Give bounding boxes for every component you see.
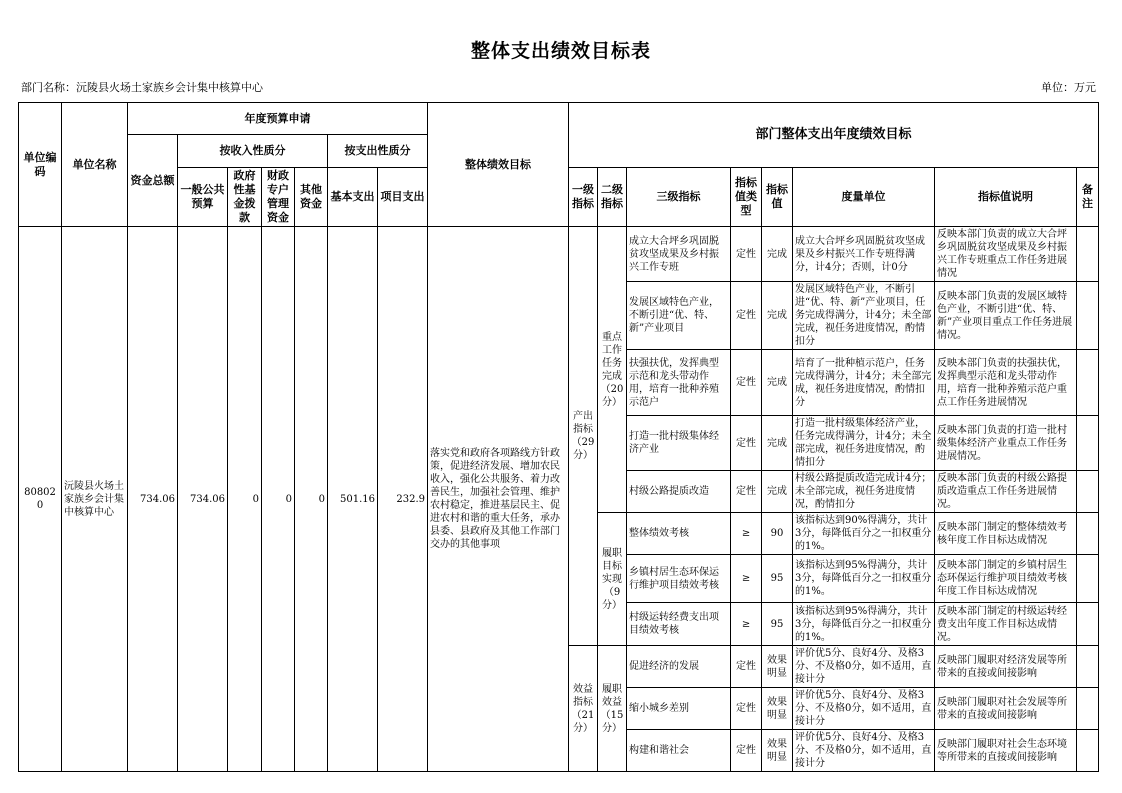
indicator-desc-cell: 反映本部门负责的扶强扶优，发挥典型示范和龙头带动作用，培育一批种养殖示范户重点工作任务进展情况 [935, 350, 1077, 416]
indicator-type-cell: 定性 [731, 471, 762, 513]
indicator-type-cell: 定性 [731, 730, 762, 772]
indicator-type-cell: 定性 [731, 227, 762, 282]
indicator-value-cell: 完成 [762, 350, 793, 416]
header-unit-code: 单位编码 [19, 103, 62, 227]
remark-cell [1077, 513, 1099, 555]
indicator-desc-cell: 反映本部门负责的成立大合坪乡巩固脱贫攻坚成果及乡村振兴工作专班重点工作任务进展情况 [935, 227, 1077, 282]
indicator-value-cell: 完成 [762, 282, 793, 350]
indicator-value-cell: 95 [762, 555, 793, 603]
indicator-desc-cell: 反映部门履职对社会生态环境等所带来的直接或间接影响 [935, 730, 1077, 772]
page-title: 整体支出绩效目标表 [470, 40, 651, 62]
measure-unit-cell: 评价优5分、良好4分、及格3分、不及格0分，如不适用，直接计分 [793, 646, 935, 688]
other-fund-cell: 0 [295, 227, 328, 772]
level3-cell: 打造一批村级集体经济产业 [627, 416, 731, 471]
measure-unit-cell: 打造一批村级集体经济产业，任务完成得满分，计4分；未全部完成，视任务进度情况，酌情扣分 [793, 416, 935, 471]
remark-cell [1077, 730, 1099, 772]
level2-key-tasks-cell: 重点工作任务完成（20分） [598, 227, 627, 513]
project-expense-cell: 232.9 [378, 227, 428, 772]
indicator-value-cell: 完成 [762, 227, 793, 282]
header-by-income: 按收入性质分 [178, 135, 328, 168]
gov-fund-cell: 0 [228, 227, 262, 772]
header-project-expense: 项目支出 [378, 168, 428, 227]
measure-unit-cell: 发展区域特色产业，不断引进“优、特、新”产业项目，任务完成得满分，计4分；未全部完成，视任务进度情况，酌情扣分 [793, 282, 935, 350]
header-by-expense: 按支出性质分 [328, 135, 428, 168]
indicator-value-cell: 完成 [762, 471, 793, 513]
indicator-type-cell: 定性 [731, 416, 762, 471]
measure-unit-cell: 评价优5分、良好4分、及格3分、不及格0分，如不适用，直接计分 [793, 688, 935, 730]
level2-duty-goals-cell: 履职目标实现（9分） [598, 513, 627, 646]
indicator-desc-cell: 反映本部门负责的村级公路提质改造重点工作任务进展情况。 [935, 471, 1077, 513]
indicator-value-cell: 效果明显 [762, 646, 793, 688]
level1-benefit-cell: 效益指标（21分） [569, 646, 598, 772]
unit-code-cell: 808020 [19, 227, 62, 772]
department-name: 部门名称：沅陵县火场土家族乡会计集中核算中心 [21, 81, 263, 94]
header-annual-budget: 年度预算申请 [128, 103, 428, 135]
level3-cell: 整体绩效考核 [627, 513, 731, 555]
remark-cell [1077, 350, 1099, 416]
measure-unit-cell: 村级公路提质改造完成计4分；未全部完成，视任务进度情况，酌情扣分 [793, 471, 935, 513]
header-level1: 一级指标 [569, 168, 598, 227]
total-funds-cell: 734.06 [128, 227, 178, 772]
table-row [19, 227, 1099, 282]
special-fund-cell: 0 [262, 227, 295, 772]
header-unit-name: 单位名称 [62, 103, 128, 227]
basic-expense-cell: 501.16 [328, 227, 378, 772]
level3-cell: 促进经济的发展 [627, 646, 731, 688]
indicator-value-cell: 效果明显 [762, 688, 793, 730]
indicator-desc-cell: 反映本部门制定的村级运转经费支出年度工作目标达成情况。 [935, 603, 1077, 646]
indicator-value-cell: 90 [762, 513, 793, 555]
indicator-type-cell: 定性 [731, 688, 762, 730]
level3-cell: 乡镇村居生态环保运行维护项目绩效考核 [627, 555, 731, 603]
level3-cell: 成立大合坪乡巩固脱贫攻坚成果及乡村振兴工作专班 [627, 227, 731, 282]
measure-unit-cell: 成立大合坪乡巩固脱贫攻坚成果及乡村振兴工作专班得满分，计4分；否则，计0分 [793, 227, 935, 282]
remark-cell [1077, 603, 1099, 646]
indicator-type-cell: 定性 [731, 646, 762, 688]
remark-cell [1077, 688, 1099, 730]
indicator-desc-cell: 反映本部门负责的打造一批村级集体经济产业重点工作任务进展情况。 [935, 416, 1077, 471]
indicator-value-cell: 95 [762, 603, 793, 646]
indicator-desc-cell: 反映部门履职对社会发展等所带来的直接或间接影响 [935, 688, 1077, 730]
header-total-funds: 资金总额 [128, 135, 178, 227]
indicator-type-cell: ≥ [731, 513, 762, 555]
level3-cell: 村级公路提质改造 [627, 471, 731, 513]
performance-table [18, 102, 1099, 772]
header-indicator-desc: 指标值说明 [935, 168, 1077, 227]
remark-cell [1077, 555, 1099, 603]
indicator-type-cell: ≥ [731, 555, 762, 603]
indicator-value-cell: 完成 [762, 416, 793, 471]
measure-unit-cell: 评价优5分、良好4分、及格3分、不及格0分，如不适用，直接计分 [793, 730, 935, 772]
level1-output-cell: 产出指标（29分） [569, 227, 598, 646]
header-measure-unit: 度量单位 [793, 168, 935, 227]
level3-cell: 缩小城乡差别 [627, 688, 731, 730]
level3-cell: 构建和谐社会 [627, 730, 731, 772]
unit-name-cell: 沅陵县火场土家族乡会计集中核算中心 [62, 227, 128, 772]
level3-cell: 村级运转经费支出项目绩效考核 [627, 603, 731, 646]
measure-unit-cell: 该指标达到95%得满分，共计3分，每降低百分之一扣权重分的1%。 [793, 603, 935, 646]
header-level3: 三级指标 [627, 168, 731, 227]
measure-unit-cell: 培育了一批种植示范户，任务完成得满分，计4分；未全部完成，视任务进度情况，酌情扣分 [793, 350, 935, 416]
indicator-value-cell: 效果明显 [762, 730, 793, 772]
overall-goal-cell: 落实党和政府各项路线方针政策，促进经济发展、增加农民收入，强化公共服务、着力改善民生，加强社会管理、维护农村稳定，推进基层民主、促进农村和谐的重大任务，承办县委、县政府及其他工作部门交办的其他事项 [428, 227, 569, 772]
level3-cell: 扶强扶优，发挥典型示范和龙头带动作用，培育一批种养殖示范户 [627, 350, 731, 416]
remark-cell [1077, 227, 1099, 282]
header-level2: 二级指标 [598, 168, 627, 227]
level3-cell: 发展区域特色产业，不断引进“优、特、新”产业项目 [627, 282, 731, 350]
remark-cell [1077, 646, 1099, 688]
indicator-desc-cell: 反映本部门制定的整体绩效考核年度工作目标达成情况 [935, 513, 1077, 555]
header-indicator-value: 指标值 [762, 168, 793, 227]
header-dept-goal: 部门整体支出年度绩效目标 [569, 103, 1099, 168]
measure-unit-cell: 该指标达到90%得满分，共计3分，每降低百分之一扣权重分的1%。 [793, 513, 935, 555]
remark-cell [1077, 471, 1099, 513]
unit-label: 单位：万元 [1041, 81, 1096, 94]
measure-unit-cell: 该指标达到95%得满分，共计3分，每降低百分之一扣权重分的1%。 [793, 555, 935, 603]
header-indicator-type: 指标值类型 [731, 168, 762, 227]
indicator-type-cell: 定性 [731, 350, 762, 416]
general-budget-cell: 734.06 [178, 227, 228, 772]
indicator-desc-cell: 反映本部门负责的发展区域特色产业，不断引进“优、特、新”产业项目重点工作任务进展情况。 [935, 282, 1077, 350]
remark-cell [1077, 282, 1099, 350]
remark-cell [1077, 416, 1099, 471]
header-special-fund: 财政专户管理资金 [262, 168, 295, 227]
header-remark: 备注 [1077, 168, 1099, 227]
level2-duty-benefit-cell: 履职效益（15分） [598, 646, 627, 772]
indicator-type-cell: 定性 [731, 282, 762, 350]
header-basic-expense: 基本支出 [328, 168, 378, 227]
header-general-budget: 一般公共预算 [178, 168, 228, 227]
header-other-fund: 其他资金 [295, 168, 328, 227]
indicator-desc-cell: 反映本部门制定的乡镇村居生态环保运行维护项目绩效考核年度工作目标达成情况 [935, 555, 1077, 603]
indicator-type-cell: ≥ [731, 603, 762, 646]
header-overall-goal: 整体绩效目标 [428, 103, 569, 227]
header-gov-fund: 政府性基金拨款 [228, 168, 262, 227]
indicator-desc-cell: 反映部门履职对经济发展等所带来的直接或间接影响 [935, 646, 1077, 688]
